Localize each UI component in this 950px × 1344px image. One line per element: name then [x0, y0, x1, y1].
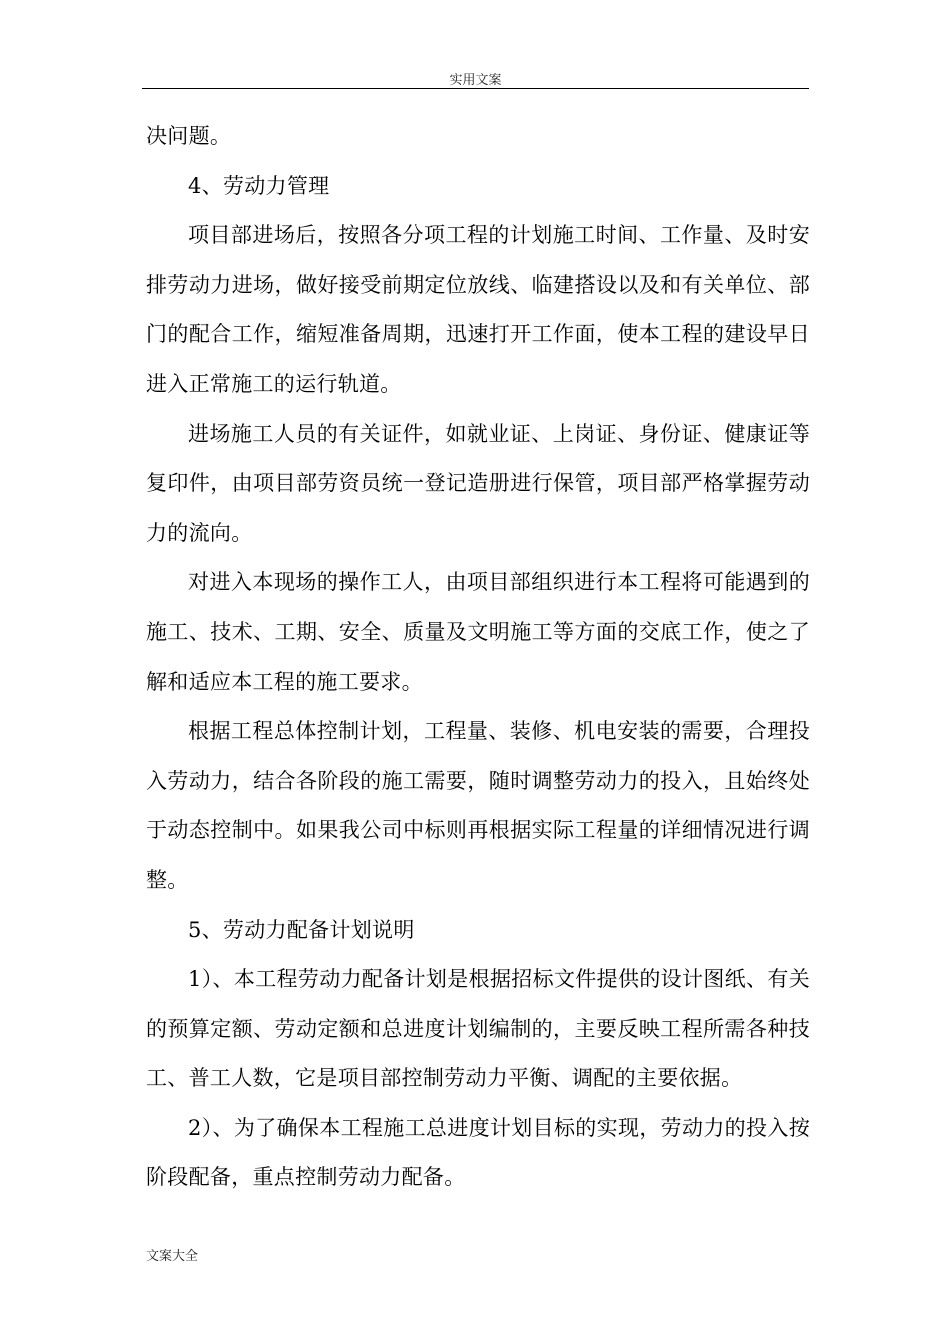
- section-heading-labor-plan: 5、劳动力配备计划说明: [188, 917, 415, 942]
- paragraph-certificates: 进场施工人员的有关证件，如就业证、上岗证、身份证、健康证等复印件，由项目部劳资员统一登记造册进行保管，项目部严格掌握劳动力的流向。: [146, 421, 810, 545]
- page-footer: 文案大全: [146, 1249, 199, 1264]
- paragraph-plan-item-1: 1）、本工程劳动力配备计划是根据招标文件提供的设计图纸、有关的预算定额、劳动定额和总进度计划编制的，主要反映工程所需各种技工、普工人数，它是项目部控制劳动力平衡、调配的主要依据。: [146, 967, 810, 1091]
- document-body: [146, 112, 810, 1203]
- paragraph-plan-item-2: 2）、为了确保本工程施工总进度计划目标的实现，劳动力的投入按阶段配备，重点控制劳动力配备。: [146, 1115, 810, 1190]
- section-heading-labor-management: 4、劳动力管理: [188, 173, 330, 198]
- paragraph-entry-arrangement: 项目部进场后，按照各分项工程的计划施工时间、工作量、及时安排劳动力进场，做好接受前期定位放线、临建搭设以及和有关单位、部门的配合工作，缩短准备周期，迅速打开工作面，使本工程的建设早日进入正常施工的运行轨道。: [146, 223, 810, 396]
- paragraph-continuation: 决问题。: [146, 124, 232, 148]
- paragraph-labor-allocation: 根据工程总体控制计划，工程量、装修、机电安装的需要，合理投入劳动力，结合各阶段的施工需要，随时调整劳动力的投入，且始终处于动态控制中。如果我公司中标则再根据实际工程量的详细情况进行调整。: [146, 719, 810, 892]
- paragraph-worker-briefing: 对进入本现场的操作工人，由项目部组织进行本工程将可能遇到的施工、技术、工期、安全、质量及文明施工等方面的交底工作，使之了解和适应本工程的施工要求。: [146, 570, 810, 694]
- page-header: 实用文案: [449, 73, 502, 88]
- header-rule: [142, 88, 809, 89]
